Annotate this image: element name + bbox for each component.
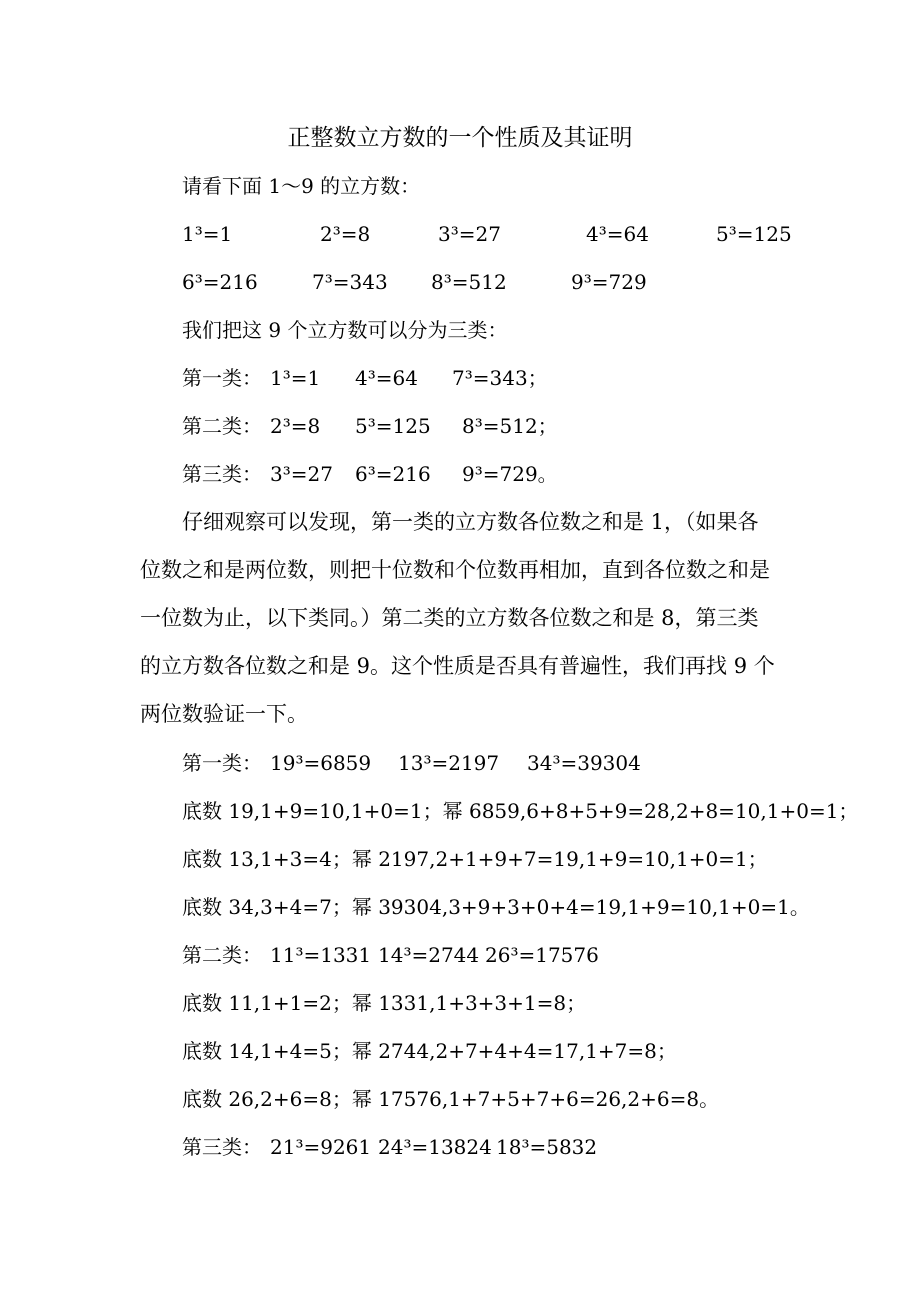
cube-value: 4³=64 [586,222,649,246]
cube-value: 34³=39304 [527,751,641,775]
class-label: 第二类： [182,414,262,438]
cube-value: 6³=216 [355,462,431,486]
cubes-row-1 [0,210,920,258]
verify-line: 底数 11,1+1=2；幂 1331,1+3+3+1=8； [182,991,587,1015]
cube-value: 9³=729 [571,270,647,294]
observation-paragraph [140,498,782,738]
cube-value: 24³=13824 [378,1135,492,1159]
cube-value: 14³=2744 [378,943,480,967]
paragraph-line: 的立方数各位数之和是 9。这个性质是否具有普遍性，我们再找 9 个 [140,654,775,678]
cube-value: 5³=125 [355,414,431,438]
verify-line: 底数 19,1+9=10,1+0=1；幂 6859,6+8+5+9=28,2+8=10,1+0=1； [182,799,859,823]
verify-line: 底数 13,1+3=4；幂 2197,2+1+9+7=19,1+9=10,1+0=1； [182,847,768,871]
paragraph-line: 位数之和是两位数，则把十位数和个位数再相加，直到各位数之和是 [140,558,770,582]
cube-value: 19³=6859 [270,751,372,775]
verify-line: 底数 14,1+4=5；幂 2744,2+7+4+4=17,1+7=8； [182,1039,677,1063]
cube-value: 13³=2197 [398,751,500,775]
cubes-row-2 [0,258,920,306]
cube-value: 26³=17576 [485,943,599,967]
class-label: 第三类： [182,462,262,486]
cube-value: 18³=5832 [496,1135,598,1159]
class-row-3 [0,450,920,498]
cube-value: 4³=64 [355,366,418,390]
cube-value: 3³=27 [270,462,333,486]
verify-class-1 [0,739,920,787]
cube-value: 21³=9261 [270,1135,372,1159]
class-label: 第一类： [182,366,262,390]
cube-value: 5³=125 [716,222,792,246]
paragraph-line: 仔细观察可以发现，第一类的立方数各位数之和是 1，（如果各 [182,510,759,534]
cube-value: 2³=8 [320,222,371,246]
cube-value: 2³=8 [270,414,321,438]
class-label: 第一类： [182,751,262,775]
class-label: 第二类： [182,943,262,967]
class-row-1 [0,354,920,402]
cube-value: 7³=343 [312,270,388,294]
cube-value: 7³=343； [452,366,548,390]
paragraph-line: 两位数验证一下。 [140,702,308,726]
page-title: 正整数立方数的一个性质及其证明 [287,125,633,151]
verify-line: 底数 34,3+4=7；幂 39304,3+9+3+0+4=19,1+9=10,1+0=1。 [182,895,810,919]
cube-value: 1³=1 [270,366,321,390]
verify-class-3 [0,1123,920,1171]
cube-value: 3³=27 [438,222,501,246]
cube-value: 1³=1 [182,222,233,246]
verify-class-2 [0,931,920,979]
cube-value: 8³=512 [431,270,507,294]
class-label: 第三类： [182,1135,262,1159]
intro-text: 请看下面 1～9 的立方数： [182,174,421,198]
cube-value: 9³=729。 [462,462,558,486]
paragraph-line: 一位数为止，以下类同。）第二类的立方数各位数之和是 8，第三类 [140,606,759,630]
classify-intro: 我们把这 9 个立方数可以分为三类： [182,318,508,342]
cube-value: 8³=512； [462,414,558,438]
verify-line: 底数 26,2+6=8；幂 17576,1+7+5+7+6=26,2+6=8。 [182,1087,720,1111]
cube-value: 11³=1331 [270,943,372,967]
cube-value: 6³=216 [182,270,258,294]
class-row-2 [0,402,920,450]
